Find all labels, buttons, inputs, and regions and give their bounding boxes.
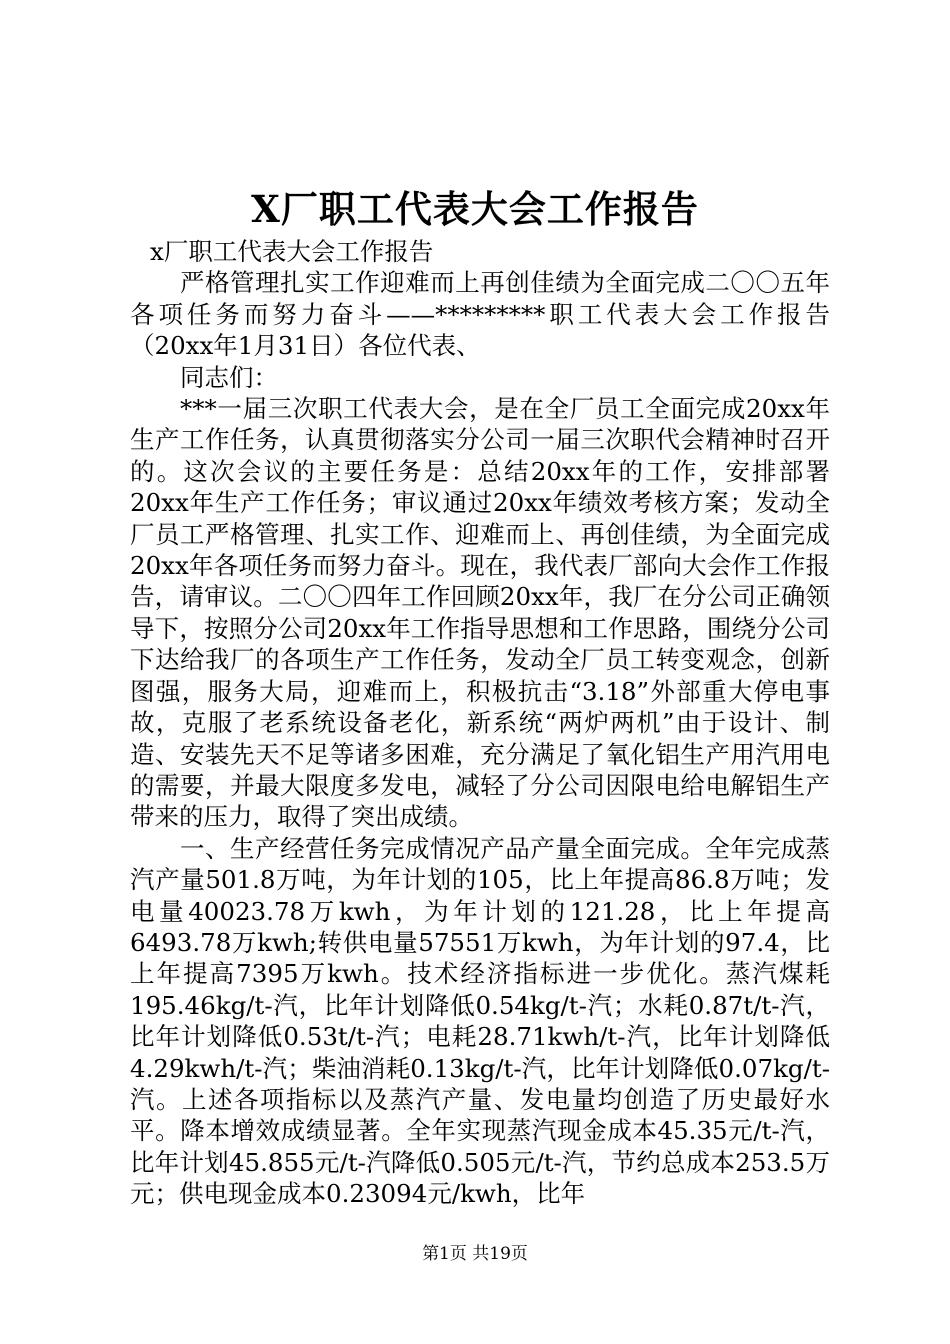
paragraph-section-one: 一、生产经营任务完成情况产品产量全面完成。全年完成蒸汽产量501.8万吨，为年计划的105，比上年提高86.8万吨；发电量40023.78万kwh，为年计划的121.28，比上年提高6493.78万kwh;转供电量57551万kwh，为年计划的97.4，比上年提高7395万kwh。技术经济指标进一步优化。蒸汽煤耗195.46kg/t-汽，比年计划降低0.54kg/t-汽；水耗0.87t/t-汽，比年计划降低0.53t/t-汽；电耗28.71kwh/t-汽，比年计划降低4.29kwh/t-汽；柴油消耗0.13kg/t-汽，比年计划降低0.07kg/t-汽。上述各项指标以及蒸汽产量、发电量均创造了历史最好水平。降本增效成绩显著。全年实现蒸汽现金成本45.35元/t-汽，比年计划45.855元/t-汽降低0.505元/t-汽，节约总成本253.5万元；供电现金成本0.23094元/kwh，比年: [130, 833, 830, 1209]
paragraph-heading: 严格管理扎实工作迎难而上再创佳绩为全面完成二〇〇五年各项任务而努力奋斗——*********职工代表大会工作报告（20xx年1月31日）各位代表、: [130, 268, 830, 361]
paragraph-salutation: 同志们：: [180, 362, 278, 392]
paragraph-intro: ***一届三次职工代表大会，是在全厂员工全面完成20xx年生产工作任务，认真贯彻落实分公司一届三次职代会精神时召开的。这次会议的主要任务是：总结20xx年的工作，安排部署20xx年生产工作任务；审议通过20xx年绩效考核方案；发动全厂员工严格管理、扎实工作、迎难而上、再创佳绩，为全面完成20xx年各项任务而努力奋斗。现在，我代表厂部向大会作工作报告，请审议。二〇〇四年工作回顾20xx年，我厂在分公司正确领导下，按照分公司20xx年工作指导思想和工作思路，围绕分公司下达给我厂的各项生产工作任务，发动全厂员工转变观念，创新图强，服务大局，迎难而上，积极抗击“3.18”外部重大停电事故，克服了老系统设备老化，新系统“两炉两机”由于设计、制造、安装先天不足等诸多困难，充分满足了氧化铝生产用汽用电的需要，并最大限度多发电，减轻了分公司因限电给电解铝生产带来的压力，取得了突出成绩。: [130, 394, 830, 832]
document-body: [130, 236, 830, 1210]
paragraph-subtitle: x厂职工代表大会工作报告: [150, 237, 434, 266]
page-title: X厂职工代表大会工作报告: [251, 187, 699, 231]
page-number: 第1页 共19页: [422, 1244, 528, 1264]
